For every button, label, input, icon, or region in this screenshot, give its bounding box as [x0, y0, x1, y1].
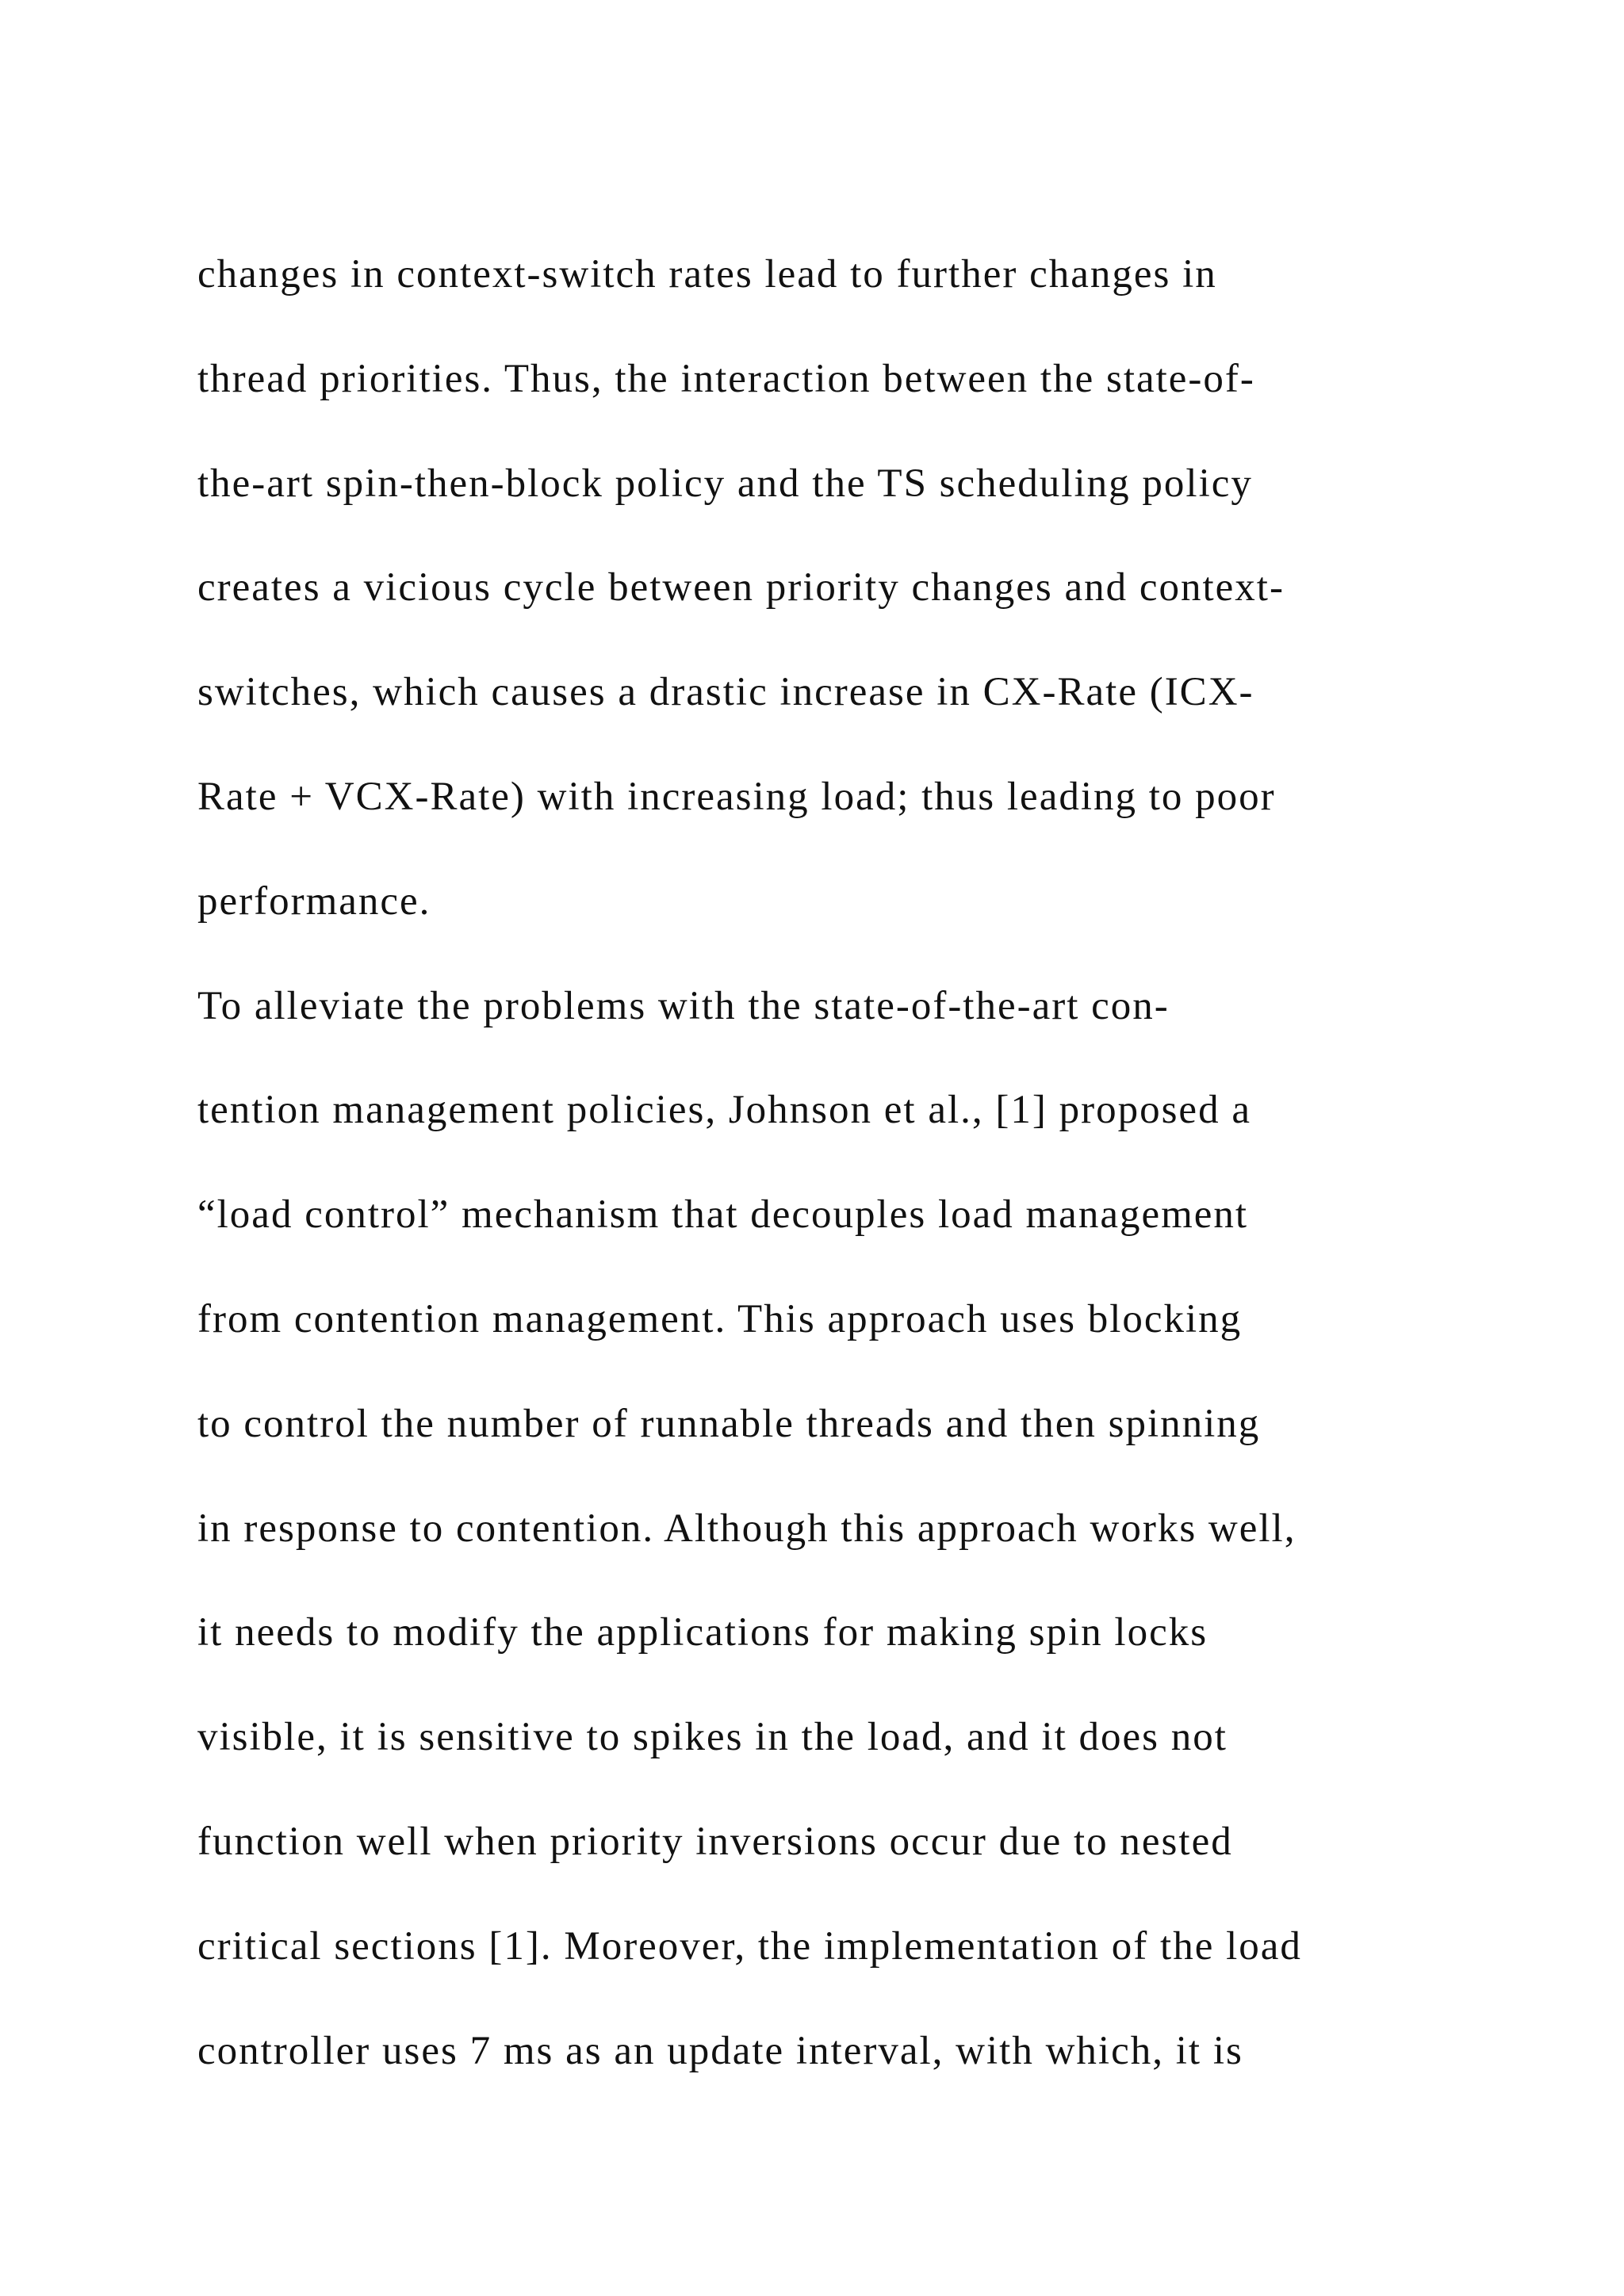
text-line: To alleviate the problems with the state-of-the-art con-	[197, 983, 1170, 1028]
text-line: the-art spin-then-block policy and the TS scheduling policy	[197, 461, 1253, 506]
text-line: tention management policies, Johnson et al., [1] proposed a	[197, 1088, 1251, 1133]
text-line: it needs to modify the applications for making spin locks	[197, 1610, 1208, 1655]
text-line: thread priorities. Thus, the interaction between the state-of-	[197, 356, 1255, 401]
text-line: to control the number of runnable threads and then spinning	[197, 1401, 1261, 1446]
body-text	[197, 243, 1482, 2123]
text-line: from contention management. This approach uses blocking	[197, 1296, 1243, 1341]
text-line: critical sections [1]. Moreover, the implementation of the load	[197, 1923, 1302, 1969]
text-line: performance.	[197, 878, 431, 924]
text-line: function well when priority inversions occur due to nested	[197, 1819, 1233, 1864]
text-line: switches, which causes a drastic increase in CX-Rate (ICX-	[197, 670, 1254, 715]
text-line: Rate + VCX-Rate) with increasing load; thus leading to poor	[197, 774, 1276, 819]
text-line: “load control” mechanism that decouples load management	[197, 1192, 1249, 1238]
text-line: creates a vicious cycle between priority changes and context-	[197, 565, 1285, 610]
text-line: in response to contention. Although this approach works well,	[197, 1506, 1297, 1551]
text-line: visible, it is sensitive to spikes in the load, and it does not	[197, 1715, 1228, 1760]
text-line: controller uses 7 ms as an update interval, with which, it is	[197, 2028, 1243, 2073]
text-line: changes in context-switch rates lead to further changes in	[197, 252, 1217, 297]
